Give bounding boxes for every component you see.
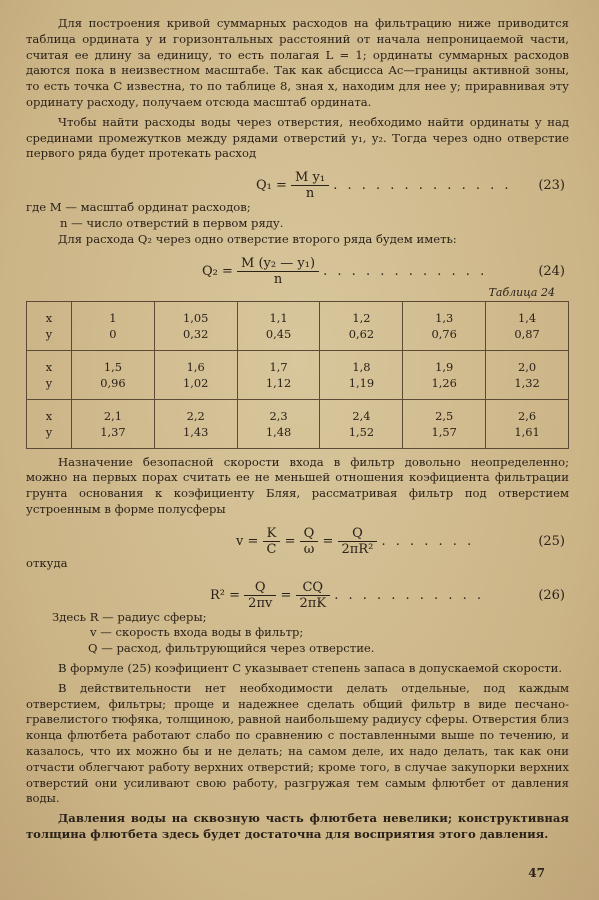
formula-25-c-den: 2πR² [341,541,374,557]
formula-26-eq: = [280,587,292,603]
table-row [27,326,569,351]
formula-25-b-den: ω [303,541,315,557]
formula-25-lhs: v = [236,533,259,549]
formula-23 [26,164,569,202]
table-row-label: x [27,350,72,375]
where-line-2: n — число отверстий в первом ряду. [60,215,284,230]
table-cell: 2,4 [320,399,403,424]
table-cell: 1,43 [154,424,237,449]
formula-26-fraction-b [296,580,331,611]
formula-26-b-num: CQ [296,580,331,596]
table-cell: 0,96 [72,375,155,400]
table-cell: 1,8 [320,350,403,375]
here-line-1: Здесь R — радиус сферы; [52,609,207,624]
table-cell: 1,9 [403,350,486,375]
table-cell: 2,0 [486,350,569,375]
formula-25-b-num: Q [300,526,319,542]
table-cell: 1,5 [72,350,155,375]
formula-24-numerator: M (y₂ — y₁) [237,256,319,272]
table-cell: 1,2 [320,301,403,326]
table-cell: 1 [72,301,155,326]
table-row [27,399,569,424]
otkuda-line: откуда [26,555,68,570]
table-cell: 0,32 [154,326,237,351]
where-line-1: где M — масштаб ординат расходов; [26,200,251,215]
paragraph-2: Чтобы найти расходы воды через отверстия, необходимо найти ординаты y над срединами промежутков между рядами отверстий y₁, y₂. Тогда через одно отверстие первого ряда будет протекать расход [26,114,569,161]
formula-25-number: (25) [538,533,565,549]
table-cell: 0,87 [486,326,569,351]
formula-25-eq: = [284,533,296,549]
table-cell: 1,1 [237,301,320,326]
table-row [27,350,569,375]
formula-25-fraction-a [263,526,281,557]
formula-25-dots: . . . . . . . [381,533,475,549]
table-cell: 1,7 [237,350,320,375]
table-cell: 2,3 [237,399,320,424]
table-row-label: y [27,375,72,400]
formula-25-eq2: = [322,533,334,549]
table-cell: 1,48 [237,424,320,449]
formula-26 [26,574,569,611]
formula-25 [26,520,569,557]
paragraph-6: В действительности нет необходимости делать отдельные, под каждым отверстием, фильтры; проще и надежнее сделать общий фильтр в виде песчано-гравелистого тюфяка, толщиною, равной наибольшему радиусу сферы. Отверстия близ конца флютбета работают слабо по сравнению с поставленными выше по течению, и казалось, что их можно бы и не делать; на самом деле, их надо делать, так как они отчасти облегчают работу верхних отверстий; кроме того, в случае закупорки верхних отверстий они усиливают свою работу, разгружая тем самым флютбет от давления воды. [26,680,569,806]
formula-23-dots: . . . . . . . . . . . . . [333,178,512,194]
table-row-label: x [27,301,72,326]
formula-25-fraction-c [338,526,378,557]
paragraph-3: Для расхода Q₂ через одно отверстие второго ряда будем иметь: [58,231,457,246]
table-cell: 2,1 [72,399,155,424]
table-cell: 2,6 [486,399,569,424]
paragraph-5: В формуле (25) коэфициент C указывает степень запаса в допускаемой скорости. [58,660,563,675]
formula-26-fraction-a [244,580,276,611]
table-cell: 1,61 [486,424,569,449]
formula-26-a-num: Q [244,580,276,596]
table-24 [26,301,569,449]
table-cell: 1,26 [403,375,486,400]
table-row [27,375,569,400]
formula-26-b-den: 2πK [299,595,327,611]
formula-24-dots: . . . . . . . . . . . . [323,263,488,279]
here-line-2: v — скорость входа воды в фильтр; [90,625,304,640]
formula-24-number: (24) [538,263,565,279]
formula-26-a-den: 2πv [248,595,273,611]
table-cell: 2,5 [403,399,486,424]
page-number: 47 [528,866,545,880]
formula-23-number: (23) [538,178,565,194]
formula-26-number: (26) [538,587,565,603]
table-cell: 0,45 [237,326,320,351]
table-cell: 1,57 [403,424,486,449]
formula-25-a-den: C [266,541,277,557]
table-cell: 1,6 [154,350,237,375]
formula-24-lhs: Q₂ = [202,263,233,279]
formula-25-c-num: Q [338,526,378,542]
table-cell: 1,32 [486,375,569,400]
table-caption: Таблица 24 [488,285,555,299]
table-cell: 2,2 [154,399,237,424]
table-cell: 1,37 [72,424,155,449]
formula-25-a-num: K [263,526,281,542]
formula-23-numerator: M y₁ [291,170,329,186]
formula-23-fraction [291,170,329,201]
formula-24-denominator: n [273,271,283,287]
formula-23-lhs: Q₁ = [256,178,287,194]
paragraph-7: Давления воды на сквозную часть флютбета невелики; конструктивная толщина флютбета здесь будет достаточна для восприятия этого давления. [26,811,569,841]
table-cell: 1,3 [403,301,486,326]
table-row [27,301,569,326]
table-cell: 0,76 [403,326,486,351]
paragraph-1: Для построения кривой суммарных расходов на фильтрацию ниже приводится таблица ордината y и горизонтальных расстояний от начала непроницаемой части, считая ее длину за единицу, то есть полагая L = 1; ординаты суммарных расходов даются пока в неизвестном масштабе. Так как абсцисса Ac—границы активной зоны, то есть точка C известна, то по таблице 8, зная x, находим для нее y; приравнивая эту ординату расходу, получаем отсюда масштаб ордината. [26,16,569,109]
table-cell: 1,12 [237,375,320,400]
table-cell: 0 [72,326,155,351]
table-cell: 0,62 [320,326,403,351]
formula-23-denominator: n [305,186,315,202]
table-cell: 1,52 [320,424,403,449]
table-cell: 1,02 [154,375,237,400]
table-cell: 1,05 [154,301,237,326]
formula-25-fraction-b [300,526,319,557]
table-row-label: x [27,399,72,424]
paragraph-4: Назначение безопасной скорости входа в фильтр довольно неопределенно; можно на первых порах считать ее не меньшей отношения коэфициента фильтрации грунта основания к коэфициенту Бляя, рассматривая фильтр под отверстием устроенным в форме полусферы [26,454,569,516]
table-cell: 1,19 [320,375,403,400]
formula-26-dots: . . . . . . . . . . . [334,587,484,603]
table-cell: 1,4 [486,301,569,326]
formula-24 [26,250,569,287]
formula-26-lhs: R² = [210,587,241,603]
table-row [27,424,569,449]
formula-24-fraction [237,256,319,287]
here-line-3: Q — расход, фильтрующийся через отверстие. [88,641,375,656]
table-row-label: y [27,424,72,449]
table-row-label: y [27,326,72,351]
